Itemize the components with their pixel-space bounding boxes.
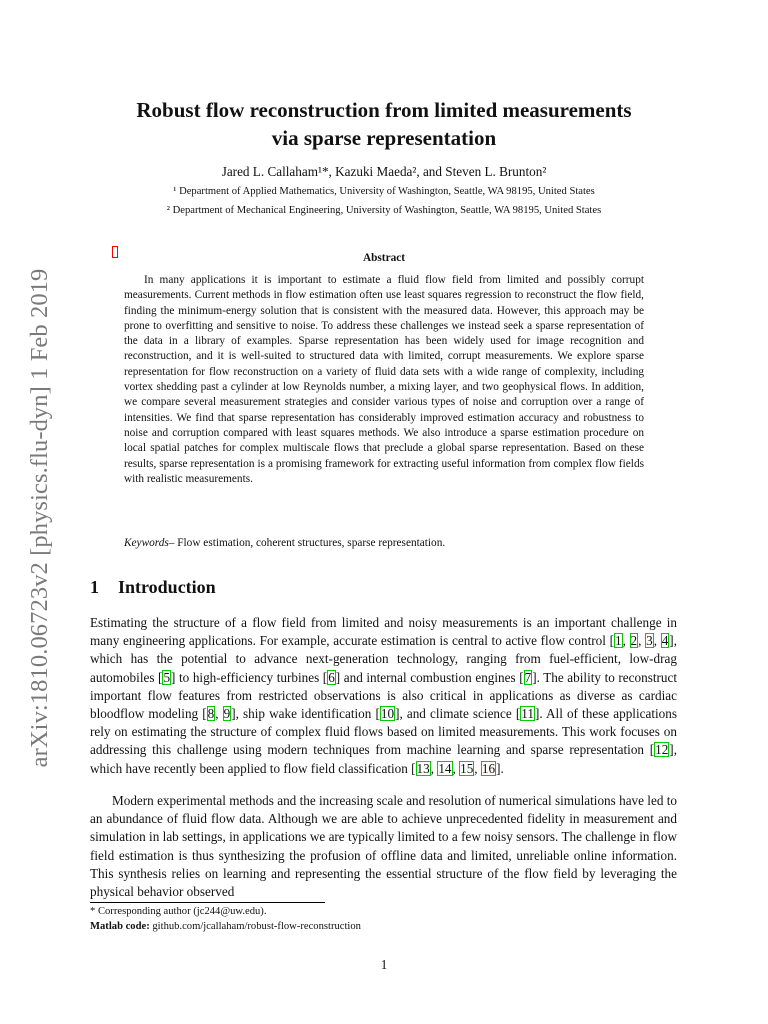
citation-link[interactable]: 1 bbox=[614, 633, 622, 649]
section-heading bbox=[90, 577, 216, 598]
abstract-heading: Abstract bbox=[362, 252, 406, 264]
intro-paragraph-2: Modern experimental methods and the increasing scale and resolution of numerical simulations have led to an abundance of fluid flow data. Although we are able to achieve unprecedented fidelity in measurement and simulation in lab settings, in applications we are typically limited to a few noisy sensors. The challenge in flow field estimation is thus synthesizing the profusion of offline data and limited, unreliable online information. This synthesis relies on learning and representing the essential structure of the flow field by leveraging the physical behavior observed bbox=[90, 793, 677, 900]
affiliation-1: ¹ Department of Applied Mathematics, University of Washington, Seattle, WA 98195, United States bbox=[173, 186, 595, 197]
citation-link[interactable]: 6 bbox=[328, 669, 335, 685]
footnote-corresponding: * Corresponding author (jc244@uw.edu). bbox=[90, 906, 267, 917]
footnote-code-label: Matlab code: bbox=[90, 921, 150, 932]
citation-link[interactable]: 2 bbox=[630, 633, 638, 649]
abstract-text: In many applications it is important to estimate a fluid flow field from limited and possibly corrupt measurements. Current methods in flow estimation often use least squares regression to reconstruct the flow field, finding the minimum-energy solution that is consistent with the measured data. However, this approach may be prone to overfitting and sensitive to noise. To address these challenges we instead seek a sparse representation of the data in a library of examples. Sparse representation has been widely used for image recognition and reconstruction, and it is well-suited to structured data with limited, corrupt measurements. We explore sparse representation for flow reconstruction on a variety of fluid data sets with a wide range of complexity, including vortex shedding past a cylinder at low Reynolds number, a mixing layer, and two geophysical flows. In addition, we compare several measurement strategies and consider various types of noise and corruption over a range of intensities. We find that sparse representation has considerably improved estimation accuracy and robustness to noise and corruption compared with least squares methods. We also introduce a sparse estimation procedure on local spatial patches for complex multiscale flows that preclude a global sparse representation. Based on these results, sparse representation is a promising framework for extracting useful information from complex flow fields with realistic measurements. bbox=[124, 274, 644, 485]
arxiv-id-text: arXiv:1810.06723v2 [physics.flu-dyn] 1 Feb 2019 bbox=[26, 268, 53, 767]
keywords-label: Keywords bbox=[124, 537, 169, 549]
paper-title bbox=[0, 96, 768, 152]
section-number: 1 bbox=[90, 577, 99, 597]
arxiv-identifier bbox=[20, 250, 60, 785]
citation-link[interactable]: 16 bbox=[481, 760, 496, 776]
keywords-text: – Flow estimation, coherent structures, sparse representation. bbox=[168, 537, 446, 549]
intro-paragraph-1: Estimating the structure of a flow field from limited and noisy measurements is an important challenge in many engineering applications. For example, accurate estimation is central to active flow control [1, 2, 3, 4], which has the potential to advance next-generation technology, ranging from fuel-efficient, low-drag automobiles [5] to high-efficiency turbines [6] and internal combustion engines [7]. The ability to reconstruct important flow features from restricted observations is also critical in applications as diverse as cardiac bloodflow modeling [8, 9], ship wake identification [10], and climate science [11]. All of these applications rely on estimating the structure of complex fluid flows based on limited measurements. This work focuses on addressing this challenge using modern techniques from machine learning and sparse representation [12], which have recently been applied to flow field classification [13, 14, 15, 16]. bbox=[90, 615, 677, 776]
footnote-code-url[interactable]: github.com/jcallaham/robust-flow-reconstruction bbox=[149, 921, 361, 932]
author-list: Jared L. Callaham¹*, Kazuki Maeda², and Steven L. Brunton² bbox=[221, 164, 547, 179]
citation-link[interactable]: 10 bbox=[380, 706, 395, 722]
title-line-2: via sparse representation bbox=[271, 126, 497, 150]
keywords bbox=[124, 537, 644, 549]
citation-link[interactable]: 13 bbox=[416, 760, 430, 776]
section-title: Introduction bbox=[118, 577, 216, 597]
citation-link[interactable]: 8 bbox=[207, 706, 215, 722]
citation-link[interactable]: 4 bbox=[661, 633, 669, 649]
citation-link[interactable]: 14 bbox=[438, 760, 452, 776]
citation-link[interactable]: 5 bbox=[163, 669, 171, 685]
page-number: 1 bbox=[380, 957, 388, 972]
citation-link[interactable]: 11 bbox=[521, 706, 534, 722]
citation-link[interactable]: 3 bbox=[646, 633, 653, 649]
footnote-rule bbox=[90, 902, 325, 903]
citation-link[interactable]: 7 bbox=[524, 669, 532, 685]
citation-link[interactable]: 15 bbox=[460, 760, 474, 776]
citation-link[interactable]: 9 bbox=[223, 706, 231, 722]
title-line-1: Robust flow reconstruction from limited measurements bbox=[136, 98, 632, 122]
affiliation-2: ² Department of Mechanical Engineering, University of Washington, Seattle, WA 98195, United States bbox=[166, 205, 602, 216]
citation-link[interactable]: 12 bbox=[655, 742, 669, 758]
footnote-code bbox=[90, 921, 361, 932]
